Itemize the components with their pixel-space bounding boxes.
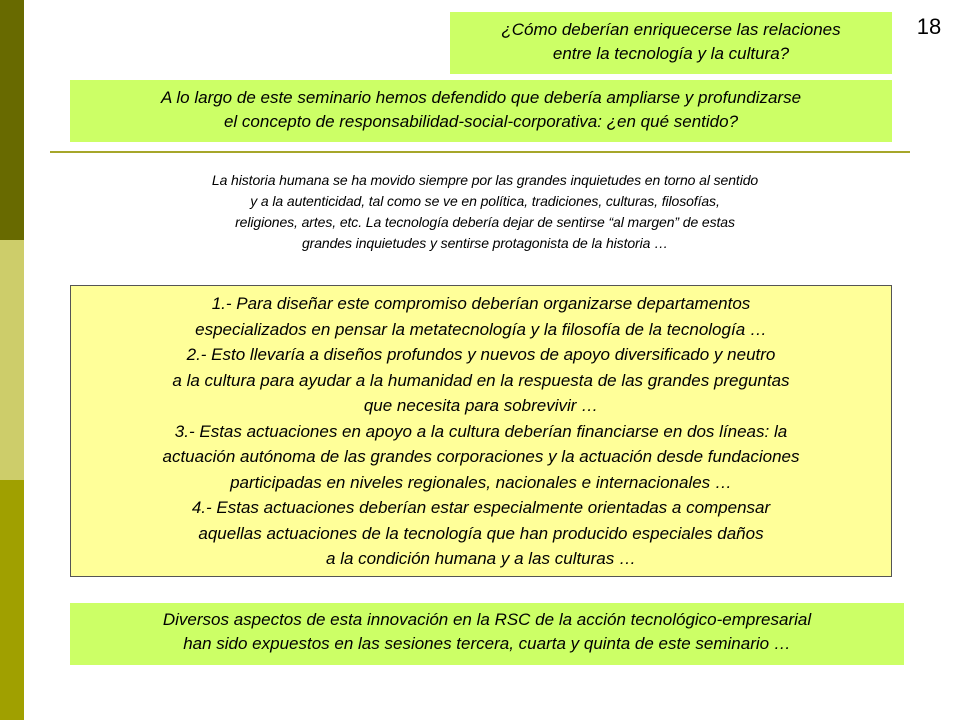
paragraph-line: y a la autenticidad, tal como se ve en política, tradiciones, culturas, filosofías,: [250, 193, 720, 209]
sidebar-decoration: [0, 0, 24, 720]
proposal-line: 1.- Para diseñar este compromiso deberían organizarse departamentos: [211, 294, 751, 313]
closing-line: han sido expuestos en las sesiones tercera, cuarta y quinta de este seminario …: [183, 634, 791, 653]
proposal-line: aquellas actuaciones de la tecnología que han producido especiales daños: [198, 523, 764, 543]
proposal-line: participadas en niveles regionales, nacionales e internacionales …: [230, 472, 732, 492]
proposal-line: especializados en pensar la metatecnología y la filosofía de la tecnología …: [195, 319, 767, 339]
proposal-line: a la condición humana y a las culturas …: [326, 549, 636, 568]
intro-line: el concepto de responsabilidad-social-corporativa: ¿en qué sentido?: [223, 112, 739, 131]
proposal-line: 3.- Estas actuaciones en apoyo a la cultura deberían financiarse en dos líneas: la: [174, 421, 788, 441]
proposal-line: actuación autónoma de las grandes corporaciones y la actuación desde fundaciones: [162, 447, 800, 466]
proposal-line: que necesita para sobrevivir …: [363, 396, 599, 415]
paragraph-line: grandes inquietudes y sentirse protagonista de la historia …: [302, 235, 668, 251]
paragraph-line: religiones, artes, etc. La tecnología debería dejar de sentirse “al margen” de estas: [235, 214, 735, 230]
proposal-line: 2.- Esto llevaría a diseños profundos y nuevos de apoyo diversificado y neutro: [186, 345, 776, 364]
paragraph-line: La historia humana se ha movido siempre por las grandes inquietudes en torno al sentido: [211, 172, 759, 188]
intro-line: A lo largo de este seminario hemos defendido que debería ampliarse y profundizarse: [160, 88, 802, 107]
sidebar-segment-middle: [0, 240, 24, 480]
sidebar-segment-bottom: [0, 480, 24, 720]
proposal-line: a la cultura para ayudar a la humanidad en la respuesta de las grandes preguntas: [172, 370, 790, 390]
question-box: [450, 12, 892, 74]
closing-line: Diversos aspectos de esta innovación en la RSC de la acción tecnológico-empresarial: [162, 610, 812, 629]
proposal-line: 4.- Estas actuaciones deberían estar especialmente orientadas a compensar: [191, 498, 771, 517]
page-number: 18: [916, 14, 942, 39]
history-paragraph: [70, 170, 900, 254]
divider-line: [50, 151, 910, 153]
proposals-box: [70, 285, 892, 577]
sidebar-segment-top: [0, 0, 24, 240]
question-line: entre la tecnología y la cultura?: [552, 44, 790, 63]
intro-box: [70, 80, 892, 142]
question-line: ¿Cómo deberían enriquecerse las relaciones: [501, 20, 841, 39]
closing-box: [70, 603, 904, 665]
